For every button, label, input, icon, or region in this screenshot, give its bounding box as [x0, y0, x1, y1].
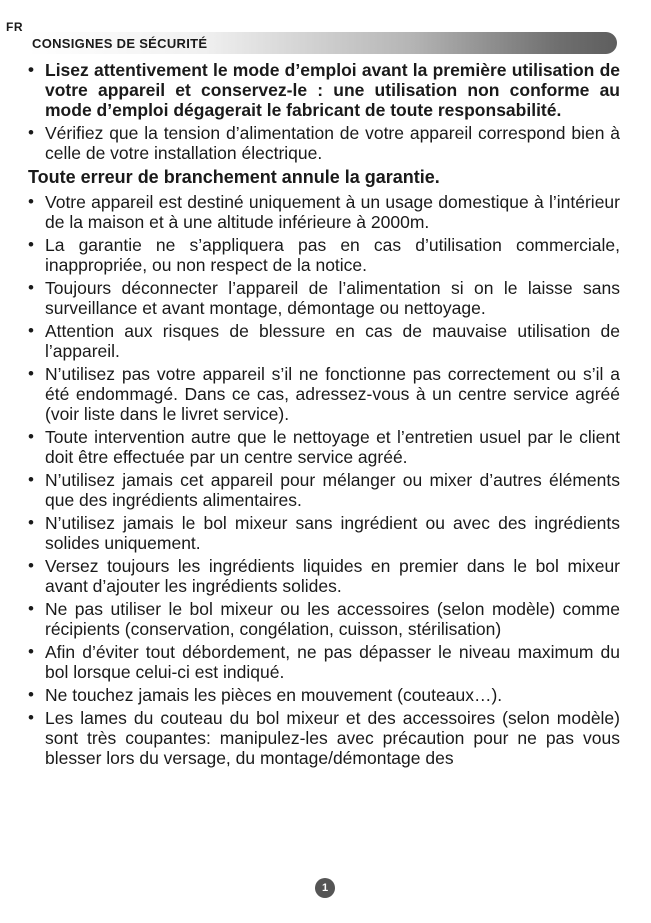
- list-item: [28, 599, 620, 639]
- list-item: [28, 321, 620, 361]
- warrant-warning: Toute erreur de branchement annule la garantie.: [28, 167, 440, 187]
- bullet: •: [28, 192, 34, 211]
- bullet: •: [28, 278, 34, 297]
- bullet: •: [28, 642, 34, 661]
- bullet: •: [28, 60, 34, 79]
- item-text: N’utilisez jamais cet appareil pour mélanger ou mixer d’autres éléments que des ingrédients alimentaires.: [45, 470, 620, 510]
- list-item: [28, 642, 620, 682]
- bullet: •: [28, 556, 34, 575]
- section-title: CONSIGNES DE SÉCURITÉ: [32, 36, 208, 51]
- bullet: •: [28, 321, 34, 340]
- bullet: •: [28, 470, 34, 489]
- list-item: [28, 470, 620, 510]
- page-number: 1: [315, 878, 335, 898]
- item-text: Attention aux risques de blessure en cas de mauvaise utilisation de l’appareil.: [45, 321, 620, 361]
- bullet: •: [28, 364, 34, 383]
- list-item: [28, 60, 620, 120]
- list-item: [28, 278, 620, 318]
- bullet: •: [28, 685, 34, 704]
- list-item: [28, 427, 620, 467]
- bullet: •: [28, 708, 34, 727]
- item-text: Afin d’éviter tout débordement, ne pas dépasser le niveau maximum du bol lorsque celui-ci est indiqué.: [45, 642, 620, 682]
- item-text: Toujours déconnecter l’appareil de l’alimentation si on le laisse sans surveillance et avant montage, démontage ou nettoyage.: [45, 278, 620, 318]
- bullet: •: [28, 599, 34, 618]
- bullet: •: [28, 427, 34, 446]
- list-item: [28, 513, 620, 553]
- item-text: Ne touchez jamais les pièces en mouvement (couteaux…).: [45, 685, 503, 705]
- item-text: N’utilisez pas votre appareil s’il ne fonctionne pas correctement ou s’il a été endommagé. Dans ce cas, adressez-vous à un centre service agréé (voir liste dans le livret service).: [45, 364, 620, 424]
- list-item: [28, 235, 620, 275]
- item-text: Vérifiez que la tension d’alimentation de votre appareil correspond bien à celle de votre installation électrique.: [45, 123, 620, 163]
- list-item: [28, 364, 620, 424]
- item-text: Ne pas utiliser le bol mixeur ou les accessoires (selon modèle) comme récipients (conservation, congélation, cuisson, stérilisation): [45, 599, 620, 639]
- item-text: Versez toujours les ingrédients liquides en premier dans le bol mixeur avant d’ajouter les ingrédients solides.: [45, 556, 620, 596]
- list-item: [28, 685, 620, 705]
- item-text: Les lames du couteau du bol mixeur et des accessoires (selon modèle) sont très coupantes: manipulez-les avec précaution pour ne pas vous blesser lors du versage, du montage/démontage des: [45, 708, 620, 768]
- list-item: [28, 192, 620, 232]
- list-item: [28, 708, 620, 768]
- bullet: •: [28, 235, 34, 254]
- item-text: Votre appareil est destiné uniquement à un usage domestique à l’intérieur de la maison et à une altitude inférieure à 2000m.: [45, 192, 620, 232]
- safety-instructions: [28, 60, 620, 771]
- list-item: [28, 556, 620, 596]
- item-text: Lisez attentivement le mode d’emploi avant la première utilisation de votre appareil et conservez-le : une utilisation non conforme au mode d’emploi dégagerait le fabricant de toute responsabilité.: [45, 60, 620, 120]
- item-text: Toute intervention autre que le nettoyage et l’entretien usuel par le client doit être effectuée par un centre service agréé.: [45, 427, 620, 467]
- bullet: •: [28, 513, 34, 532]
- item-text: La garantie ne s’appliquera pas en cas d’utilisation commerciale, inappropriée, ou non respect de la notice.: [45, 235, 620, 275]
- item-text: N’utilisez jamais le bol mixeur sans ingrédient ou avec des ingrédients solides uniquement.: [45, 513, 620, 553]
- language-label: FR: [6, 20, 23, 34]
- list-item: [28, 123, 620, 163]
- bullet: •: [28, 123, 34, 142]
